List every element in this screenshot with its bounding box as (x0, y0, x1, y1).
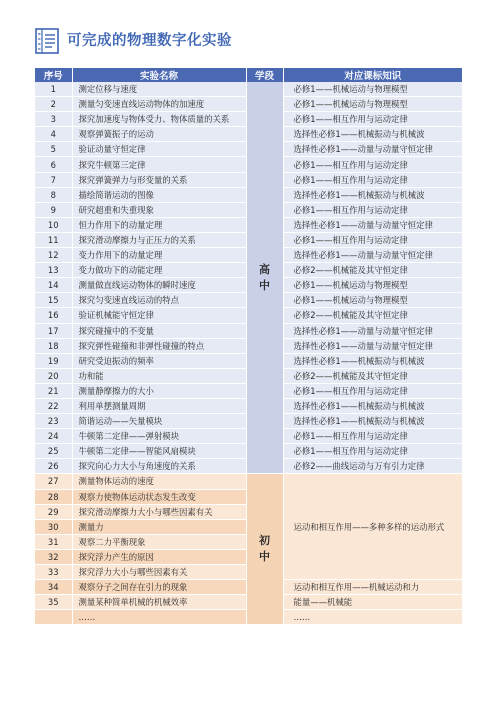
row-std: 选择性必修1——动量与动量守恒定律 (283, 142, 462, 157)
stage-char: 初 (259, 534, 270, 548)
row-no: 3 (35, 112, 72, 127)
row-std: 必修1——相互作用与运动定律 (283, 112, 462, 127)
row-name: 利用单摆测量周期 (72, 398, 246, 413)
row-no: 1 (35, 82, 72, 97)
row-no: 22 (35, 398, 72, 413)
row-std: 能量——机械能 (283, 595, 462, 610)
row-name: 简谐运动——矢量模块 (72, 414, 246, 429)
table-row (35, 474, 462, 489)
header-stage: 学段 (246, 68, 283, 82)
row-name: 验证动量守恒定律 (72, 142, 246, 157)
row-name: 测量匀变速直线运动物体的加速度 (72, 97, 246, 112)
row-name: 测量做直线运动物体的瞬时速度 (72, 278, 246, 293)
row-no: 33 (35, 565, 72, 580)
table-header-row (35, 68, 462, 82)
row-no: 27 (35, 474, 72, 489)
row-std: …… (283, 610, 462, 625)
row-std: 必修1——相互作用与运动定律 (283, 232, 462, 247)
row-name: 描绘简谐运动的图像 (72, 187, 246, 202)
row-name: 测量力 (72, 519, 246, 534)
row-name: 探究向心力大小与角速度的关系 (72, 459, 246, 474)
row-no: 28 (35, 489, 72, 504)
row-name: 测量某种简单机械的机械效率 (72, 595, 246, 610)
row-name: 观察弹簧振子的运动 (72, 127, 246, 142)
row-name: 探究碰撞中的不变量 (72, 323, 246, 338)
header (35, 28, 232, 54)
row-std: 必修1——相互作用与运动定律 (283, 429, 462, 444)
row-no: 23 (35, 414, 72, 429)
row-no: 30 (35, 519, 72, 534)
row-name: 探究浮力产生的原因 (72, 549, 246, 564)
row-name: 测定位移与速度 (72, 82, 246, 97)
header-name: 实验名称 (72, 68, 246, 82)
row-no: 14 (35, 278, 72, 293)
experiment-table (35, 68, 463, 625)
row-no: 13 (35, 263, 72, 278)
row-name: 观察力使物体运动状态发生改变 (72, 489, 246, 504)
row-std: 选择性必修1——动量与动量守恒定律 (283, 217, 462, 232)
row-name: 变力做功下的动能定理 (72, 263, 246, 278)
row-no: 35 (35, 595, 72, 610)
row-std: 选择性必修1——机械振动与机械波 (283, 353, 462, 368)
stage-char: 中 (259, 550, 270, 564)
row-name: 探究牛顿第三定律 (72, 157, 246, 172)
row-no: 7 (35, 172, 72, 187)
row-no: 19 (35, 353, 72, 368)
row-std: 必修2——机械能及其守恒定律 (283, 263, 462, 278)
row-name: 牛顿第二定律——弹射模块 (72, 429, 246, 444)
row-std: 必修2——机械能及其守恒定律 (283, 308, 462, 323)
header-std: 对应课标知识 (283, 68, 462, 82)
row-name: 探究弹性碰撞和非弹性碰撞的特点 (72, 338, 246, 353)
header-no: 序号 (35, 68, 72, 82)
row-name: 探究加速度与物体受力、物体质量的关系 (72, 112, 246, 127)
row-name: 探究浮力大小与哪些因素有关 (72, 565, 246, 580)
row-name: 研究超重和失重现象 (72, 202, 246, 217)
row-no: 18 (35, 338, 72, 353)
row-std: 选择性必修1——机械振动与机械波 (283, 398, 462, 413)
row-no: 2 (35, 97, 72, 112)
row-std: 必修2——机械能及其守恒定律 (283, 368, 462, 383)
row-std: 必修1——相互作用与运动定律 (283, 172, 462, 187)
row-std: 必修1——相互作用与运动定律 (283, 444, 462, 459)
row-std: 必修1——相互作用与运动定律 (283, 202, 462, 217)
row-no: 25 (35, 444, 72, 459)
row-name: 探究匀变速直线运动的特点 (72, 293, 246, 308)
row-no: 8 (35, 187, 72, 202)
row-std: 选择性必修1——动量与动量守恒定律 (283, 323, 462, 338)
row-no: 10 (35, 217, 72, 232)
row-std: 必修2——曲线运动与万有引力定律 (283, 459, 462, 474)
row-std: 选择性必修1——动量与动量守恒定律 (283, 248, 462, 263)
row-no: 6 (35, 157, 72, 172)
row-no: 16 (35, 308, 72, 323)
row-no: 29 (35, 504, 72, 519)
row-name: 研究受迫振动的频率 (72, 353, 246, 368)
row-no: 15 (35, 293, 72, 308)
row-no: 34 (35, 580, 72, 595)
row-name: 观察二力平衡现象 (72, 534, 246, 549)
row-name: …… (72, 610, 246, 625)
row-std: 必修1——机械运动与物理模型 (283, 97, 462, 112)
row-no: 26 (35, 459, 72, 474)
row-no: 17 (35, 323, 72, 338)
row-name: 功和能 (72, 368, 246, 383)
row-std: 必修1——机械运动与物理模型 (283, 278, 462, 293)
row-no: 9 (35, 202, 72, 217)
row-no (35, 610, 72, 625)
row-name: 探究滑动摩擦力与正压力的关系 (72, 232, 246, 247)
page-title: 可完成的物理数字化实验 (67, 32, 232, 49)
row-name: 牛顿第二定律——智能风扇模块 (72, 444, 246, 459)
row-std: 运动和相互作用——机械运动和力 (283, 580, 462, 595)
document-icon (35, 28, 59, 54)
stage-char: 高 (259, 262, 270, 276)
row-std: 选择性必修1——机械振动与机械波 (283, 187, 462, 202)
row-no: 12 (35, 248, 72, 263)
row-no: 32 (35, 549, 72, 564)
row-name: 探究滑动摩擦力大小与哪些因素有关 (72, 504, 246, 519)
row-std: 选择性必修1——动量与动量守恒定律 (283, 338, 462, 353)
row-no: 5 (35, 142, 72, 157)
row-name: 变力作用下的动量定理 (72, 248, 246, 263)
row-std: 必修1——机械运动与物理模型 (283, 82, 462, 97)
row-name: 测量静摩擦力的大小 (72, 383, 246, 398)
row-std: 选择性必修1——机械振动与机械波 (283, 127, 462, 142)
row-name: 观察分子之间存在引力的现象 (72, 580, 246, 595)
row-no: 21 (35, 383, 72, 398)
stage-cell-high (246, 82, 283, 474)
row-name: 验证机械能守恒定律 (72, 308, 246, 323)
row-name: 恒力作用下的动量定理 (72, 217, 246, 232)
row-std: 必修1——相互作用与运动定律 (283, 157, 462, 172)
row-name: 测量物体运动的速度 (72, 474, 246, 489)
stage-char: 中 (259, 278, 270, 292)
row-std: 必修1——机械运动与物理模型 (283, 293, 462, 308)
row-no: 31 (35, 534, 72, 549)
row-no: 4 (35, 127, 72, 142)
row-std-merged: 运动和相互作用——多种多样的运动形式 (283, 474, 462, 580)
row-std: 选择性必修1——机械振动与机械波 (283, 414, 462, 429)
table-body (35, 82, 462, 625)
row-name: 探究弹簧弹力与形变量的关系 (72, 172, 246, 187)
row-no: 20 (35, 368, 72, 383)
row-no: 11 (35, 232, 72, 247)
row-no: 24 (35, 429, 72, 444)
table-row (35, 82, 462, 97)
stage-cell-middle (246, 474, 283, 625)
row-std: 必修1——相互作用与运动定律 (283, 383, 462, 398)
